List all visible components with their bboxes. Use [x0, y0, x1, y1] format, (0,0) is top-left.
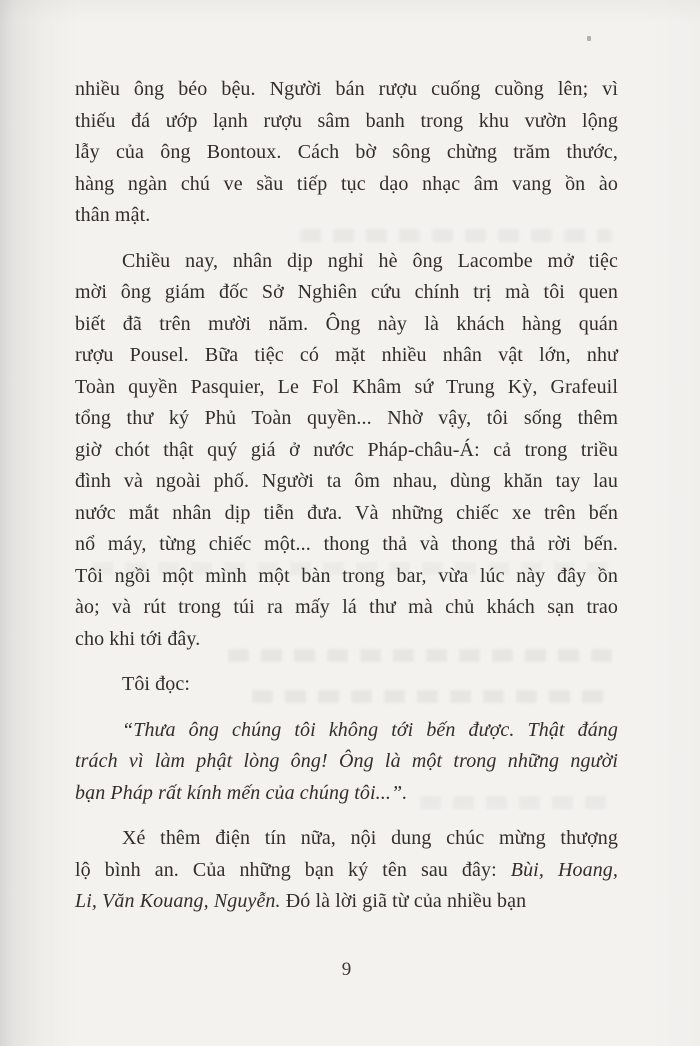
text-line [75, 106, 618, 138]
text-segment: rượu Pousel. Bữa tiệc có mặt nhiều nhân vật lớn, như [75, 344, 618, 366]
text-line [75, 466, 618, 498]
text-segment: Xé thêm điện tín nữa, nội dung chúc mừng thượng [122, 827, 618, 849]
text-line [75, 669, 618, 701]
text-segment: Chiều nay, nhân dịp nghỉ hè ông Lacombe mở tiệc [122, 249, 618, 272]
text-segment: lộ bình an. Của những bạn ký tên sau đây: [75, 858, 511, 881]
text-segment: nước mắt nhân dịp tiễn đưa. Và những chiếc xe trên bến [75, 501, 618, 524]
text-line [75, 746, 618, 778]
text-segment: biết đã trên mười năm. Ông này là khách hàng quán [75, 312, 618, 335]
text-line [75, 624, 618, 656]
text-segment: bạn Pháp rất kính mến của chúng tôi...”. [75, 781, 408, 804]
body-paragraph-telegrams [75, 823, 618, 918]
body-paragraph-i-read [75, 669, 618, 701]
text-segment: Toàn quyền Pasquier, Le Fol Khâm sứ Trung Kỳ, Grafeuil [75, 375, 618, 398]
text-line [75, 498, 618, 530]
text-segment: Đó là lời giã từ của nhiều bạn [280, 890, 527, 912]
text-line [75, 561, 618, 593]
text-line [75, 340, 618, 372]
body-paragraph-continuation [75, 74, 618, 232]
text-line [75, 823, 618, 855]
text-line [75, 403, 618, 435]
text-segment: giờ chót thật quý giá ở nước Pháp-châu-Á: cả trong triều [75, 438, 618, 461]
text-line [75, 74, 618, 106]
italic-text-segment: Bùi, Hoang, [510, 858, 618, 881]
letter-quote-paragraph [75, 715, 618, 810]
text-line [75, 277, 618, 309]
text-segment: nổ máy, từng chiếc một... thong thả và thong thả rời bến. [75, 533, 618, 555]
text-segment: thiếu đá ướp lạnh rượu sâm banh trong khu vườn lộng [75, 109, 618, 132]
text-segment: cho khi tới đây. [75, 627, 201, 650]
italic-text-segment: Li, Văn Kouang, Nguyễn. [75, 890, 281, 912]
text-segment: đình và ngoài phố. Người ta ôm nhau, dùng khăn tay lau [75, 470, 618, 492]
text-line [75, 435, 618, 467]
text-line [75, 886, 618, 918]
text-line [75, 592, 618, 624]
text-segment: hàng ngàn chú ve sầu tiếp tục dạo nhạc âm vang ồn ào [75, 172, 618, 195]
text-line [75, 169, 618, 201]
text-line [75, 715, 618, 747]
text-line [75, 778, 618, 810]
text-line [75, 200, 618, 232]
text-line [75, 855, 618, 887]
text-segment: “Thưa ông chúng tôi không tới bến được. Thật đáng [122, 718, 618, 741]
text-segment: thân mật. [75, 204, 151, 226]
text-segment: lẫy của ông Bontoux. Cách bờ sông chừng trăm thước, [75, 141, 618, 163]
page-number: 9 [341, 959, 352, 980]
text-segment: trách vì làm phật lòng ông! Ông là một trong những người [75, 750, 618, 772]
page-text-block [75, 74, 618, 932]
scan-speck [587, 36, 591, 41]
text-line [75, 372, 618, 404]
text-segment: tổng thư ký Phủ Toàn quyền... Nhờ vậy, tôi sống thêm [75, 407, 618, 429]
text-line [75, 246, 618, 278]
text-segment: mời ông giám đốc Sở Nghiên cứu chính trị mà tôi quen [75, 281, 618, 303]
text-segment: ào; và rút trong túi ra mấy lá thư mà chủ khách sạn trao [75, 596, 618, 618]
body-paragraph-farewell-party [75, 246, 618, 656]
text-line [75, 137, 618, 169]
text-line [75, 309, 618, 341]
text-segment: Tôi đọc: [122, 673, 191, 695]
text-segment: nhiều ông béo bệu. Người bán rượu cuống cuồng lên; vì [75, 78, 618, 100]
text-line [75, 529, 618, 561]
text-segment: Tôi ngồi một mình một bàn trong bar, vừa lúc này đây ồn [75, 564, 618, 587]
